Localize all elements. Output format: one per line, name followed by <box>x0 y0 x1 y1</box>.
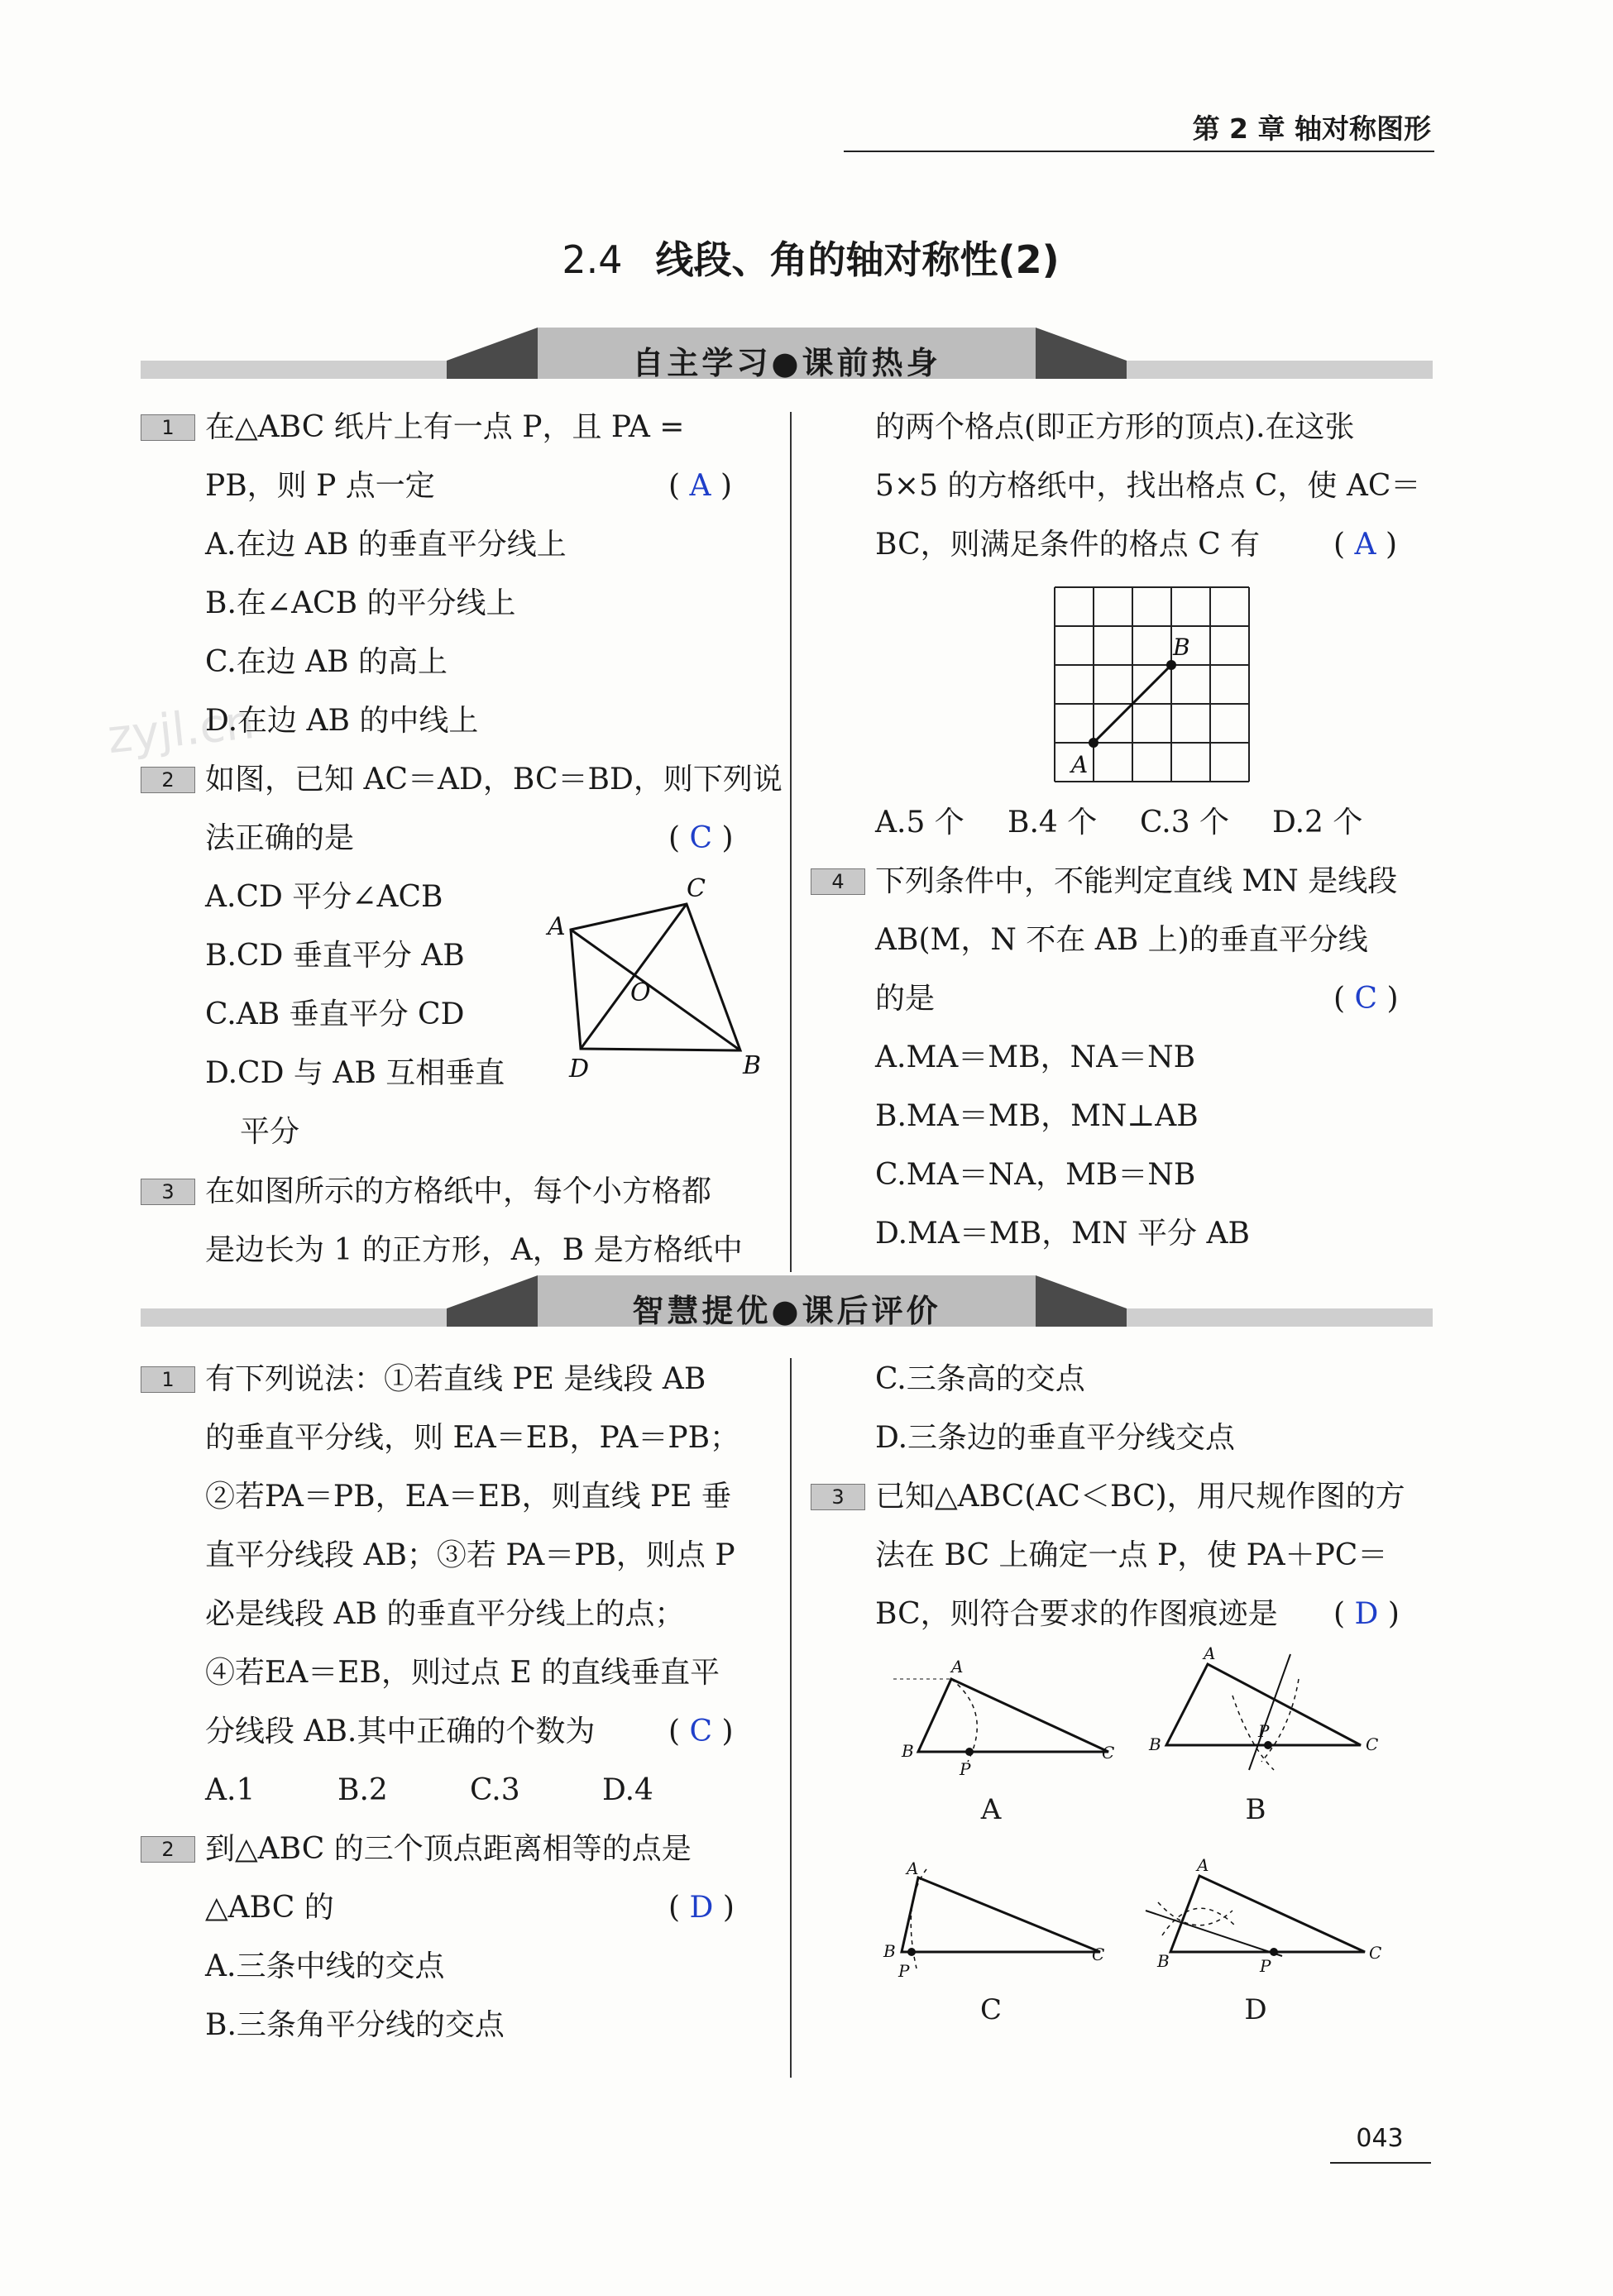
column-divider <box>790 412 792 1272</box>
option: A.1 <box>205 1773 256 1807</box>
option: C.在边 AB 的高上 <box>205 645 448 679</box>
option: A.MA＝MB，NA＝NB <box>875 1040 1196 1074</box>
banner-pre-title: 自主学习●课前热身 <box>632 345 941 381</box>
construction-figure-c <box>869 1853 1117 1993</box>
page-number: 043 <box>1356 2124 1404 2153</box>
figure-label: C <box>1369 1943 1382 1963</box>
header-rule <box>844 151 1434 152</box>
option: C.3 <box>470 1773 520 1807</box>
figure-label: P <box>898 1961 910 1981</box>
figure-label: C <box>687 874 706 903</box>
figure-label: A <box>1204 1646 1216 1663</box>
question-text: ④若EA＝EB，则过点 E 的直线垂直平 <box>205 1656 720 1690</box>
figure-label: A <box>951 1657 964 1677</box>
question-text: AB(M，N 不在 AB 上)的垂直平分线 <box>875 923 1368 957</box>
question-text: BC，则满足条件的格点 C 有 <box>875 528 1261 562</box>
page-number-rule <box>1330 2162 1431 2164</box>
figure-label: C <box>1102 1743 1115 1763</box>
kite-figure <box>538 868 778 1083</box>
option: D.2 个 <box>1272 806 1363 839</box>
option: C.AB 垂直平分 CD <box>205 997 465 1031</box>
section-number: 2.4 <box>562 237 623 282</box>
question-number: 3 <box>811 1484 865 1510</box>
question-text: 法正确的是 <box>205 821 355 855</box>
option: B.三条角平分线的交点 <box>205 2008 505 2042</box>
figure-label: B <box>902 1741 914 1761</box>
question-text: 5×5 的方格纸中，找出格点 C，使 AC＝ <box>875 469 1421 503</box>
figure-label: A <box>907 1858 919 1878</box>
answer-letter: C <box>689 1715 713 1748</box>
option: D.MA＝MB，MN 平分 AB <box>875 1217 1250 1251</box>
question-text: PB，则 P 点一定 <box>205 469 435 503</box>
answer-letter: C <box>1354 982 1378 1016</box>
figure-caption: B <box>1245 1793 1266 1826</box>
answer: ( D ) <box>668 1891 735 1925</box>
option: B.MA＝MB，MN⊥AB <box>875 1099 1199 1133</box>
banner-pre-class <box>141 324 1433 399</box>
question-number: 3 <box>141 1179 195 1205</box>
figure-label: O <box>630 978 651 1007</box>
figure-caption: A <box>980 1793 1002 1826</box>
question-text: 在△ABC 纸片上有一点 P，且 PA = <box>205 410 685 444</box>
answer-letter: A <box>1354 528 1376 562</box>
answer: ( A ) <box>668 469 732 503</box>
figure-label: P <box>1258 1721 1270 1741</box>
figure-label: B <box>1173 634 1190 661</box>
answer: ( C ) <box>668 821 734 855</box>
question-text: 分线段 AB.其中正确的个数为 <box>205 1715 596 1748</box>
option: D.三条边的垂直平分线交点 <box>875 1421 1236 1455</box>
grid-figure <box>1038 579 1270 794</box>
figure-label: B <box>743 1051 762 1080</box>
question-text: 在如图所示的方格纸中，每个小方格都 <box>205 1174 712 1208</box>
answer-letter: D <box>1354 1597 1379 1631</box>
question-text: 是边长为 1 的正方形，A，B 是方格纸中 <box>205 1233 743 1267</box>
column-divider <box>790 1358 792 2078</box>
question-text: 的两个格点(即正方形的顶点).在这张 <box>875 410 1355 444</box>
figure-caption: D <box>1244 1993 1267 2026</box>
option: D.CD 与 AB 互相垂直 <box>205 1056 505 1090</box>
question-number: 1 <box>141 1366 195 1393</box>
figure-label: A <box>1071 751 1089 778</box>
figure-label: B <box>1157 1951 1170 1971</box>
figure-caption: C <box>979 1993 1002 2026</box>
option: C.MA＝NA，MB＝NB <box>875 1158 1196 1192</box>
option: A.CD 平分∠ACB <box>205 880 443 914</box>
question-text: 已知△ABC(AC＜BC)，用尺规作图的方 <box>875 1480 1405 1514</box>
banner-post-title: 智慧提优●课后评价 <box>632 1293 941 1329</box>
figure-label: A <box>1197 1855 1209 1875</box>
answer-letter: D <box>689 1891 714 1925</box>
option: D.4 <box>602 1773 653 1807</box>
watermark: zyjl.cn <box>105 695 257 765</box>
question-text: 法在 BC 上确定一点 P，使 PA＋PC＝ <box>875 1538 1388 1572</box>
option: D.在边 AB 的中线上 <box>205 704 479 738</box>
figure-label: B <box>1149 1734 1161 1754</box>
question-number: 1 <box>141 414 195 441</box>
construction-figure-b <box>1137 1646 1386 1787</box>
question-text: 到△ABC 的三个顶点距离相等的点是 <box>205 1832 692 1866</box>
answer: ( C ) <box>1333 982 1399 1016</box>
question-text: 下列条件中，不能判定直线 MN 是线段 <box>875 864 1398 898</box>
question-text: 如图，已知 AC＝AD，BC＝BD，则下列说 <box>205 763 783 796</box>
question-text: △ABC 的 <box>205 1891 334 1925</box>
option: A.三条中线的交点 <box>205 1949 445 1983</box>
figure-label: C <box>1366 1734 1379 1754</box>
figure-label: P <box>1260 1956 1271 1976</box>
figure-label: B <box>883 1941 896 1961</box>
construction-figure-d <box>1137 1853 1386 1993</box>
question-number: 2 <box>141 767 195 793</box>
question-text: 直平分线段 AB；③若 PA＝PB，则点 P <box>205 1538 735 1572</box>
answer: ( D ) <box>1333 1597 1400 1631</box>
option: C.三条高的交点 <box>875 1362 1085 1396</box>
option: A.5 个 <box>875 806 964 839</box>
answer: ( C ) <box>668 1715 734 1748</box>
figure-label: D <box>569 1055 590 1083</box>
figure-label: P <box>960 1759 971 1779</box>
section-title <box>414 230 1208 285</box>
answer: ( A ) <box>1333 528 1397 562</box>
figure-label: C <box>1092 1944 1105 1964</box>
question-text: 的是 <box>875 982 936 1016</box>
option: C.3 个 <box>1140 806 1230 839</box>
question-text: ②若PA＝PB，EA＝EB，则直线 PE 垂 <box>205 1480 731 1514</box>
construction-figure-a <box>869 1646 1117 1787</box>
question-text: BC，则符合要求的作图痕迹是 <box>875 1597 1278 1631</box>
option: B.在∠ACB 的平分线上 <box>205 586 516 620</box>
banner-post-class <box>141 1272 1433 1347</box>
option: B.4 个 <box>1008 806 1098 839</box>
question-text: 必是线段 AB 的垂直平分线上的点； <box>205 1597 685 1631</box>
question-number: 2 <box>141 1836 195 1863</box>
figure-label: A <box>548 912 566 941</box>
question-text: 有下列说法：①若直线 PE 是线段 AB <box>205 1362 706 1396</box>
question-text: 的垂直平分线，则 EA＝EB，PA＝PB； <box>205 1421 740 1455</box>
option: B.CD 垂直平分 AB <box>205 939 465 973</box>
chapter-header: 第 2 章 轴对称图形 <box>1192 112 1431 145</box>
section-title-text: 线段、角的轴对称性(2) <box>655 237 1060 282</box>
question-number: 4 <box>811 868 865 895</box>
answer-letter: A <box>689 469 711 503</box>
option: 平分 <box>240 1115 300 1149</box>
option: B.2 <box>337 1773 388 1807</box>
answer-letter: C <box>689 821 713 855</box>
option: A.在边 AB 的垂直平分线上 <box>205 528 567 562</box>
